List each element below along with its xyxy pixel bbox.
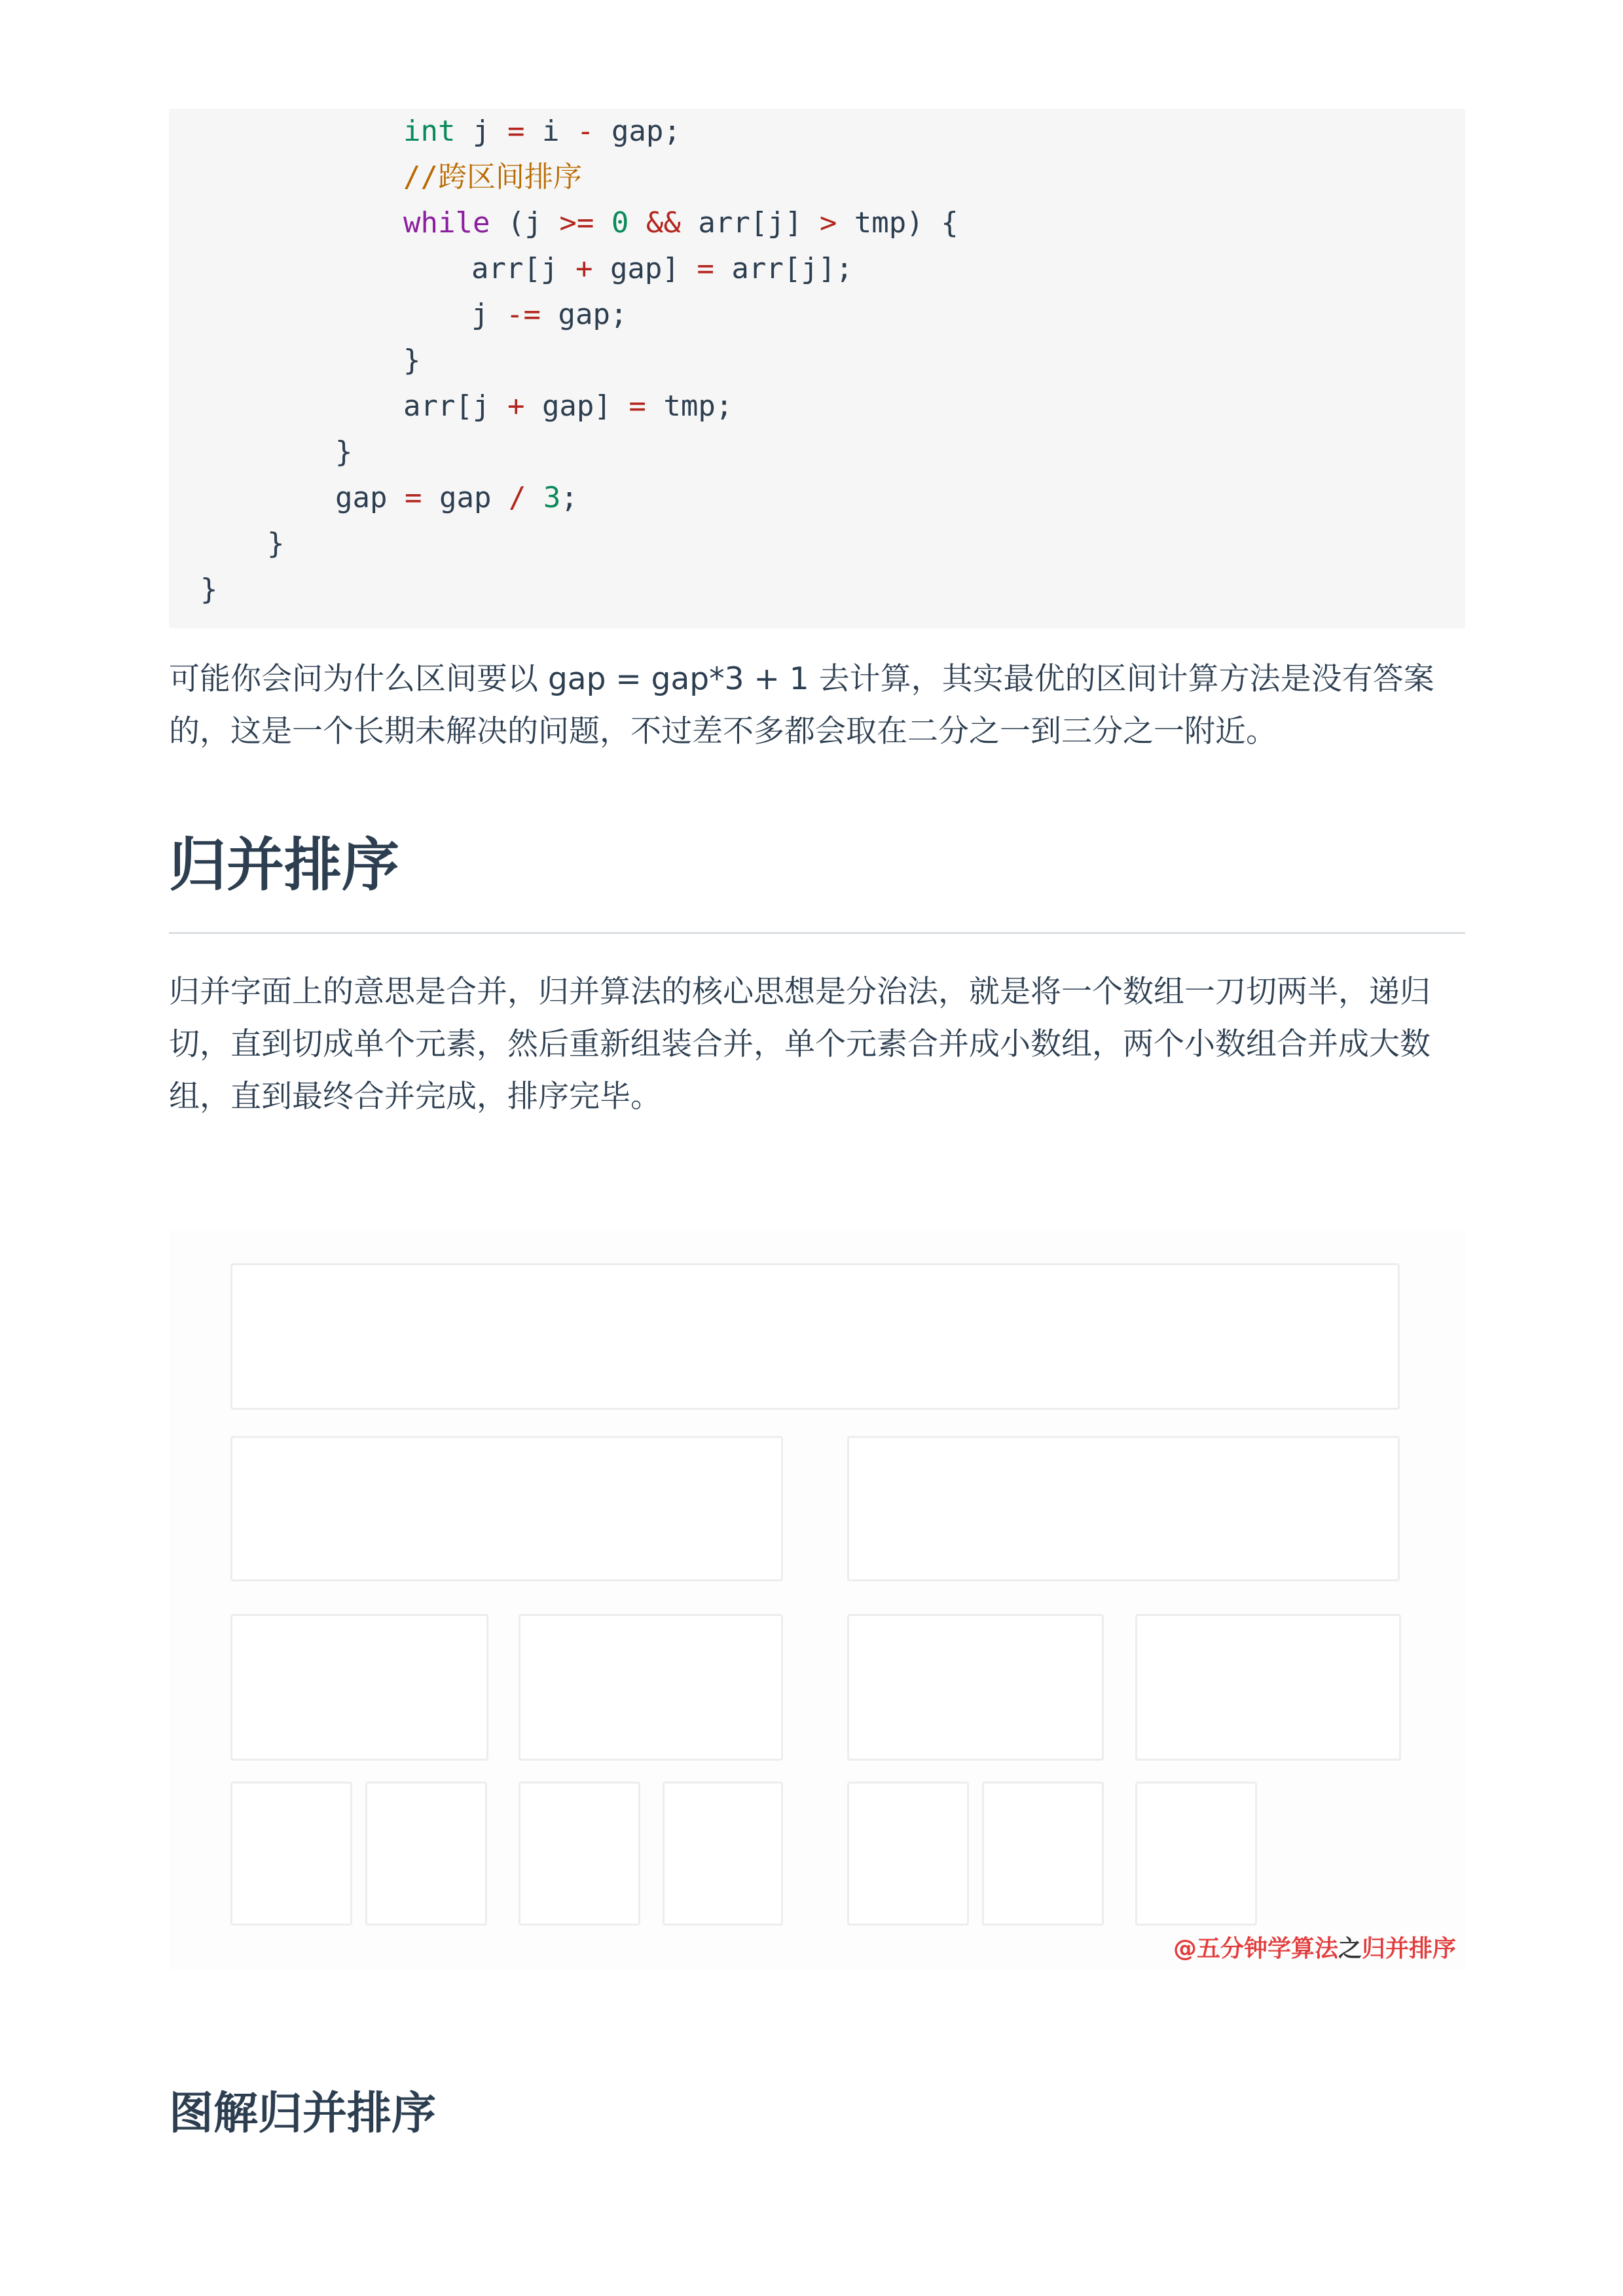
figure-watermark: @五分钟学算法之归并排序 xyxy=(1173,1935,1456,1962)
code-line: } xyxy=(403,344,421,377)
array-box-single xyxy=(519,1782,640,1926)
code-line: arr[j + gap] = arr[j]; xyxy=(471,252,853,285)
array-box-single xyxy=(663,1782,783,1926)
subheading-illustrated-merge-sort: 图解归并排序 xyxy=(169,2088,437,2140)
array-box-single xyxy=(982,1782,1104,1926)
array-box-half xyxy=(847,1436,1400,1581)
code-line: j -= gap; xyxy=(471,298,628,331)
section-heading-merge-sort: 归并排序 xyxy=(169,831,400,899)
array-box-half xyxy=(230,1436,783,1581)
array-box-single xyxy=(1135,1782,1257,1926)
code-line: gap = gap / 3; xyxy=(335,481,578,514)
paragraph-gap-explanation: 可能你会问为什么区间要以 gap = gap*3 + 1 去计算，其实最优的区间计算方法是没有答案的，这是一个长期未解决的问题，不过差不多都会取在二分之一到三分之一附近。 xyxy=(169,661,1434,749)
array-box-full xyxy=(230,1263,1400,1410)
heading-divider xyxy=(169,932,1465,934)
array-box-quarter xyxy=(1135,1614,1401,1761)
array-box-single xyxy=(365,1782,487,1926)
array-box-single xyxy=(847,1782,969,1926)
array-box-quarter xyxy=(519,1614,783,1761)
code-line: } xyxy=(267,527,285,560)
array-box-quarter xyxy=(847,1614,1104,1761)
code-line: arr[j + gap] = tmp; xyxy=(403,389,733,423)
code-line: } xyxy=(335,435,353,469)
array-box-single xyxy=(230,1782,352,1926)
array-box-quarter xyxy=(230,1614,488,1761)
code-line: while (j >= 0 && arr[j] > tmp) { xyxy=(403,206,958,240)
code-line: } xyxy=(200,573,218,606)
merge-sort-illustration xyxy=(169,1230,1465,1970)
code-block xyxy=(169,109,1465,628)
code-comment: //跨区间排序 xyxy=(403,160,582,194)
paragraph-merge-sort-intro: 归并字面上的意思是合并，归并算法的核心思想是分治法，就是将一个数组一刀切两半，递归切，直到切成单个元素，然后重新组装合并，单个元素合并成小数组，两个小数组合并成大数组，直到最终合并完成，排序完毕。 xyxy=(169,974,1431,1115)
code-line: int j = i - gap; xyxy=(403,115,681,148)
